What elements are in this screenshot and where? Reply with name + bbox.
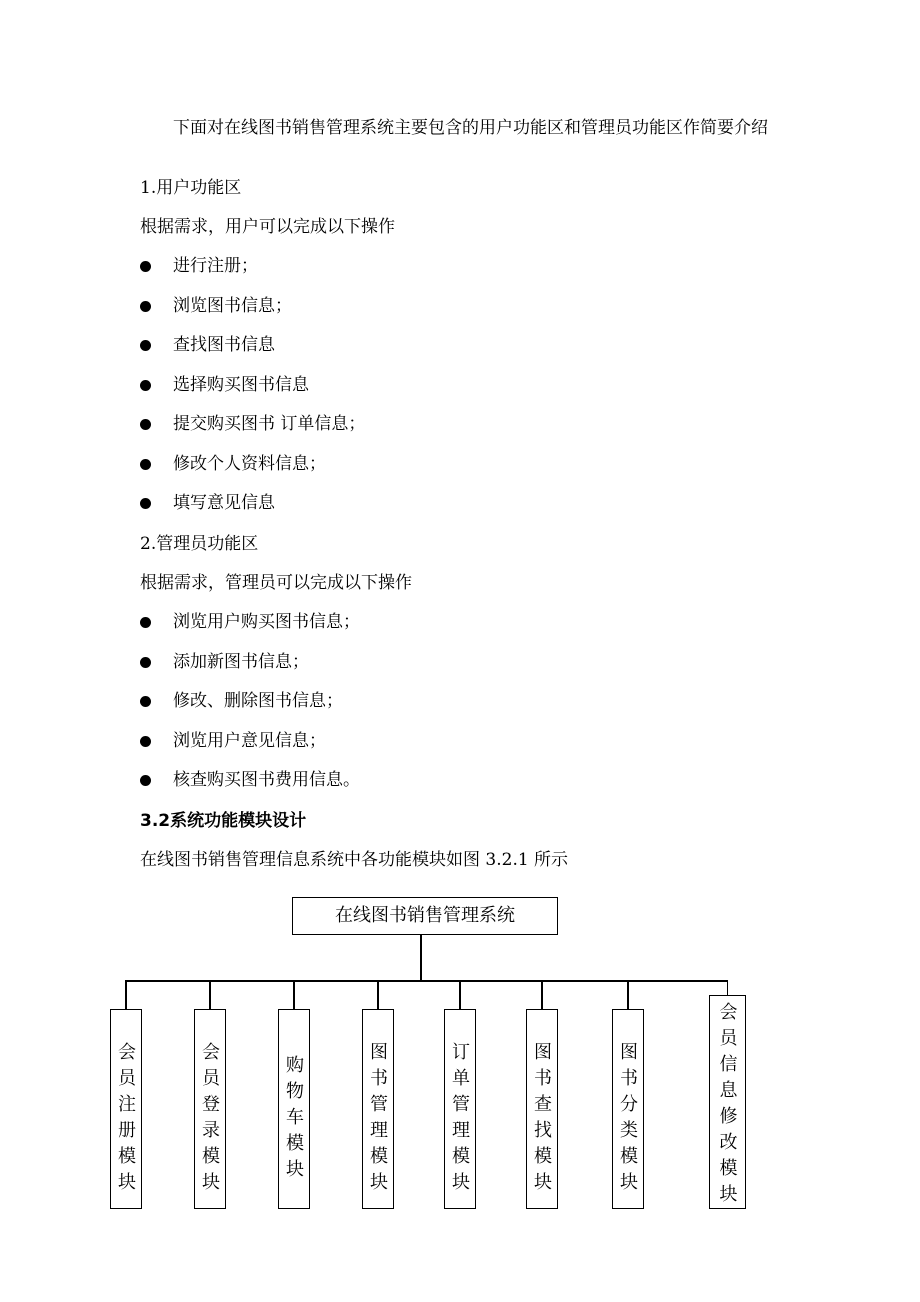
bullet-dot-icon	[140, 657, 151, 668]
module-box	[612, 1009, 644, 1209]
module-connector	[125, 980, 127, 1009]
section1-desc: 根据需求，用户可以完成以下操作	[140, 217, 395, 237]
module-connector	[727, 980, 729, 995]
admin-function-item: 核查购买图书费用信息。	[173, 770, 360, 790]
module-connector	[627, 980, 629, 1009]
module-label: 订单管理模块	[452, 1042, 470, 1193]
admin-function-item: 浏览用户意见信息；	[173, 730, 326, 751]
section1-title: 1.用户功能区	[140, 178, 242, 198]
module-label: 购物车模块	[286, 1055, 304, 1180]
user-function-item: 提交购买图书 订单信息；	[173, 414, 366, 434]
module-connector	[293, 980, 295, 1009]
bullet-dot-icon	[140, 775, 151, 786]
root-box	[292, 897, 558, 935]
user-function-item: 选择购买图书信息	[173, 374, 309, 395]
intro-paragraph: 下面对在线图书销售管理系统主要包含的用户功能区和管理员功能区作简要介绍	[173, 118, 768, 138]
module-connector	[377, 980, 379, 1009]
bullet-dot-icon	[140, 419, 151, 430]
bullet-dot-icon	[140, 696, 151, 707]
section3-desc: 在线图书销售管理信息系统中各功能模块如图 3.2.1 所示	[140, 850, 569, 870]
section2-title: 2.管理员功能区	[140, 534, 259, 554]
root-label: 在线图书销售管理系统	[335, 905, 515, 926]
module-label: 会员信息修改模块	[719, 1002, 738, 1205]
user-function-item: 查找图书信息	[173, 335, 275, 355]
root-connector	[420, 935, 422, 981]
user-function-item: 进行注册；	[173, 256, 258, 276]
admin-function-item: 修改、删除图书信息；	[173, 691, 343, 711]
bullet-dot-icon	[140, 459, 151, 470]
user-function-item: 修改个人资料信息；	[173, 453, 326, 474]
module-box	[110, 1009, 142, 1209]
module-label: 图书查找模块	[534, 1042, 552, 1193]
module-connector	[459, 980, 461, 1009]
admin-function-item: 添加新图书信息；	[173, 651, 309, 672]
user-function-item: 填写意见信息	[173, 493, 275, 513]
bullet-dot-icon	[140, 301, 151, 312]
bullet-dot-icon	[140, 736, 151, 747]
bullet-dot-icon	[140, 617, 151, 628]
module-label: 图书管理模块	[370, 1042, 388, 1193]
module-box	[444, 1009, 476, 1209]
bullet-dot-icon	[140, 340, 151, 351]
module-label: 会员注册模块	[118, 1042, 136, 1193]
section-heading-3-2: 3.2系统功能模块设计	[140, 811, 307, 831]
bullet-dot-icon	[140, 261, 151, 272]
bullet-dot-icon	[140, 498, 151, 509]
module-label: 图书分类模块	[620, 1042, 638, 1193]
section2-desc: 根据需求，管理员可以完成以下操作	[140, 573, 412, 593]
admin-function-item: 浏览用户购买图书信息；	[173, 612, 360, 632]
module-connector	[209, 980, 211, 1009]
module-box	[709, 995, 746, 1209]
module-box	[362, 1009, 394, 1209]
horizontal-bus	[125, 980, 728, 982]
bullet-dot-icon	[140, 380, 151, 391]
module-label: 会员登录模块	[202, 1042, 220, 1193]
module-connector	[541, 980, 543, 1009]
module-box	[194, 1009, 226, 1209]
user-function-item: 浏览图书信息；	[173, 295, 292, 316]
module-box	[278, 1009, 310, 1209]
module-box	[526, 1009, 558, 1209]
